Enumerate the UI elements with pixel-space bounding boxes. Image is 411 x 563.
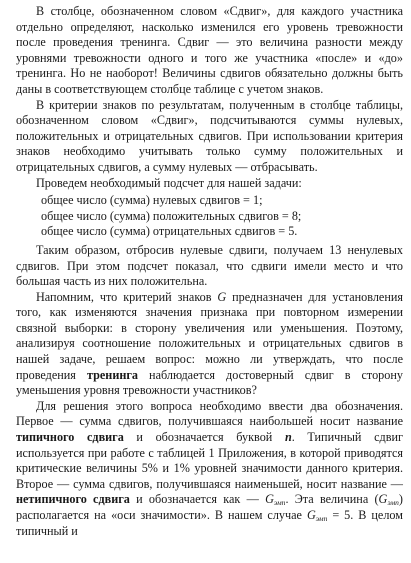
text-span: и обозначается как —: [129, 492, 266, 507]
text-span: = 5. В целом типичный и: [16, 508, 404, 538]
variable-g-emp: G: [265, 492, 274, 507]
variable-g-emp: G: [306, 508, 316, 522]
zero-shifts-count: общее число (сумма) нулевых сдвигов = 1;: [41, 193, 263, 208]
variable-g-emp: G: [378, 492, 388, 507]
variable-g: G: [217, 289, 227, 304]
variable-n: n: [284, 430, 292, 445]
text-span: . Эта величина (: [285, 492, 379, 507]
bold-term-atypical-shift: нетипичного сдвига: [16, 492, 130, 507]
bold-term-typical-shift: типичного сдвига: [16, 430, 124, 445]
subscript-emp: эмп: [315, 514, 328, 523]
text-span: наблюдается достоверный сдвиг в сторону уменьшения уровня тревожности участников?: [16, 367, 403, 398]
paragraph-criterion-purpose: [16, 290, 403, 399]
subscript-emp: эмп: [387, 498, 399, 508]
text-span: предназначен для установления того, как изменяются значения признака при повторном измерении связной выборки: в сторону увеличения или уменьшения. Поэтому, анализируя соотношение положительных и отрицательных сдвигов в нашей задаче, решаем вопрос: можно ли утверждать, что после проведения: [16, 289, 403, 382]
text-span: ) располагается на «оси значимости». В нашем случае: [16, 492, 403, 522]
text-span: . Типичный сдвиг используется при работе с таблицей 1 Приложения, в которой приводятся критические величины 5% и 1% уровней значимости данного критерия. Второе — сумма сдвигов, получившаяся наименьшей, носит название —: [16, 430, 403, 491]
bold-term-training: тренинга: [86, 367, 138, 382]
paragraph-typical-shift: [16, 399, 403, 539]
shift-counts-list: [41, 193, 403, 240]
paragraph-nonzero-summary: Таким образом, отбросив нулевые сдвиги, получаем 13 ненулевых сдвигов. При этом подсчет показал, что сдвиги имели место и что большая часть из них положительна.: [16, 242, 403, 289]
paragraph-calculation-intro: Проведем необходимый подсчет для нашей задачи:: [36, 175, 302, 190]
text-span: Напомним, что критерий знаков: [36, 289, 218, 304]
subscript-emp: эмп: [273, 498, 286, 508]
paragraph-sign-criterion: В критерии знаков по результатам, полученным в столбце таблицы, обозначенном словом «Сдвиг», подсчитываются суммы нулевых, положительных и отрицательных сдвигов. При использовании критерия знаков необходимо учитывать только сумму положительных и отрицательных сдвигов, а сумму нулевых — отбрасывать.: [16, 97, 403, 174]
text-span: Для решения этого вопроса необходимо ввести два обозначения. Первое — сумма сдвигов, получившаяся наибольшей носит название: [16, 398, 403, 429]
text-span: и обозначается буквой: [123, 430, 285, 445]
paragraph-shift-definition: В столбце, обозначенном словом «Сдвиг», для каждого участника отдельно определяют, насколько изменился его уровень тревожности после проведения тренинга. Сдвиг — это величина разности между уровнями тревожности одного и того же участника «после» и «до» тренинга. Но не наоборот! Величины сдвигов обязательно должны быть даны в соответствующем столбце таблице с учетом знаков.: [16, 4, 403, 96]
positive-shifts-count: общее число (сумма) положительных сдвигов = 8;: [41, 208, 302, 223]
negative-shifts-count: общее число (сумма) отрицательных сдвигов = 5.: [41, 224, 298, 239]
